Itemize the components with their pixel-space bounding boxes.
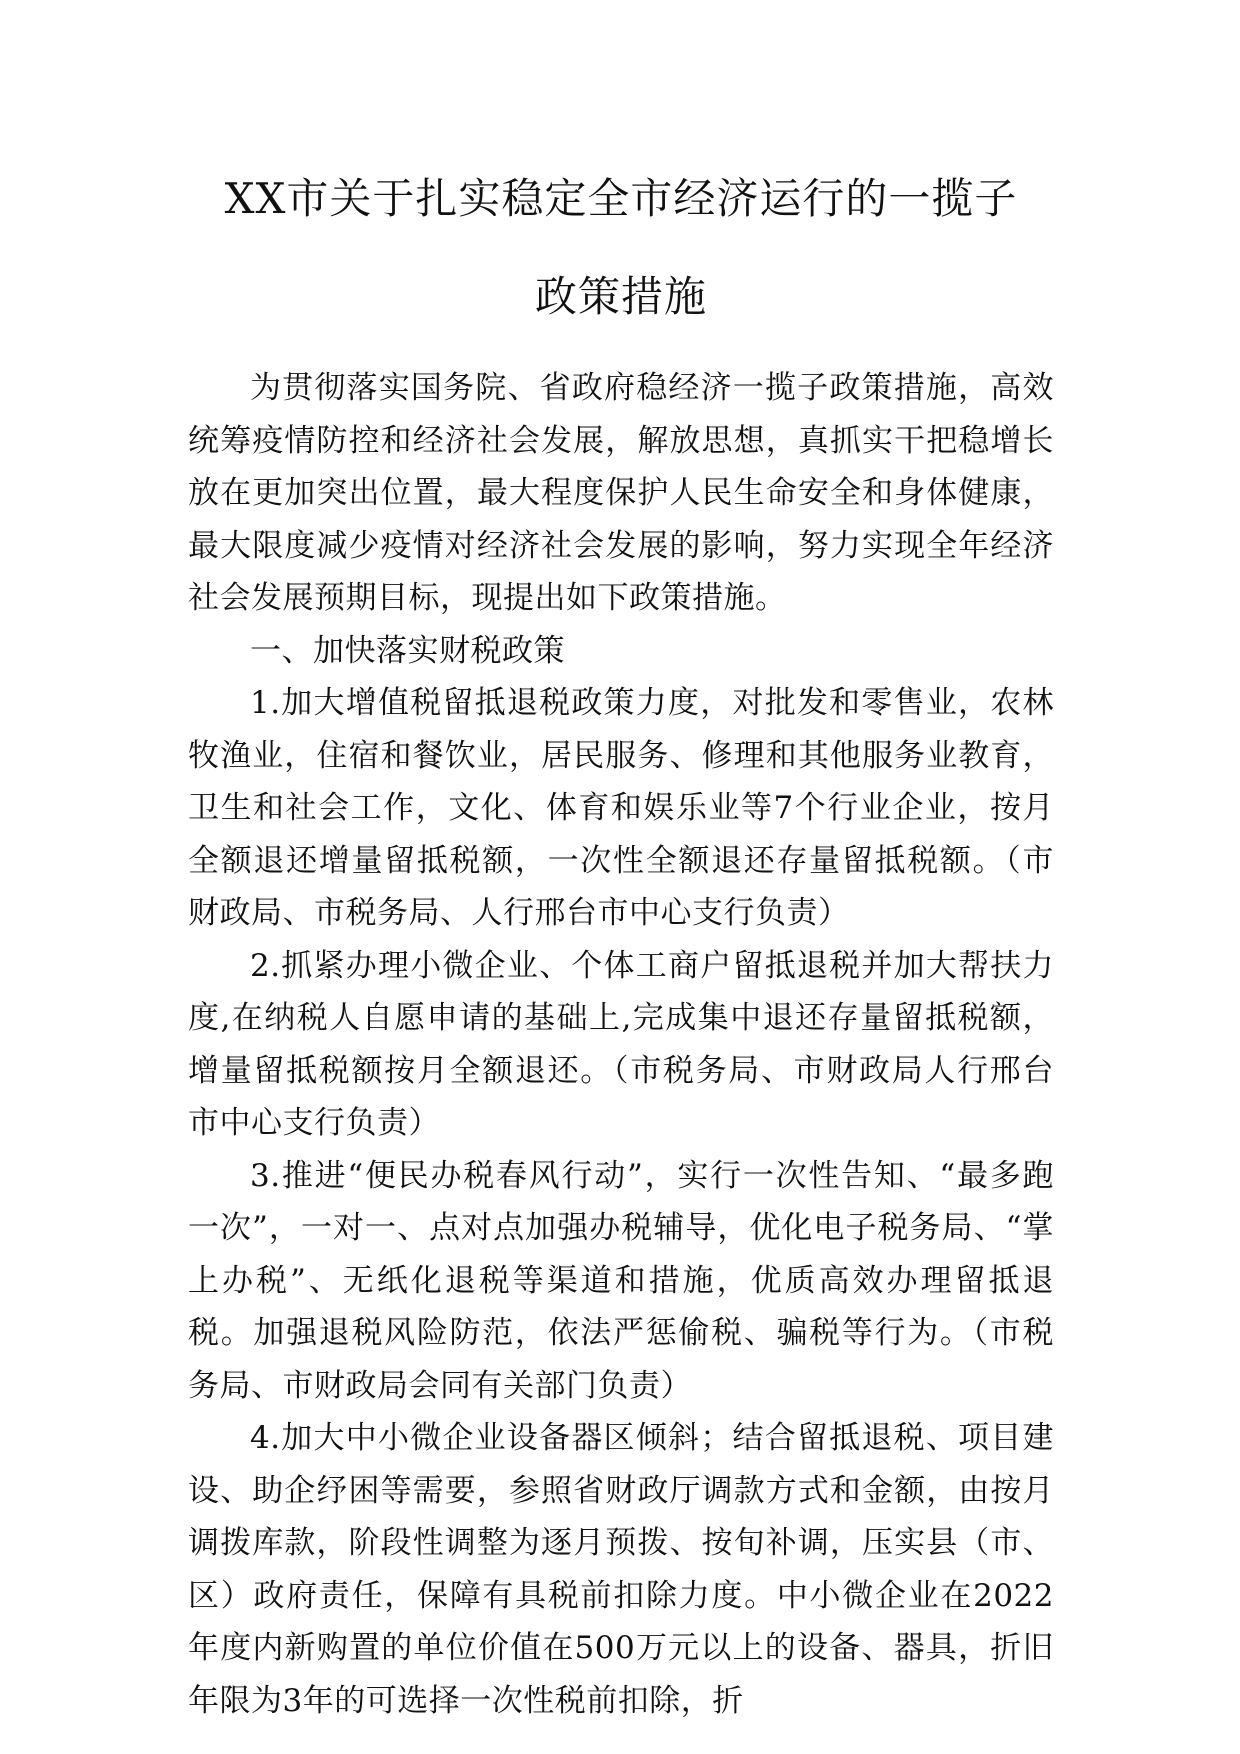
document-page — [188, 150, 1054, 1727]
policy-item-1: 1.加大增值税留抵退税政策力度，对批发和零售业，农林牧渔业，住宿和餐饮业，居民服务、修理和其他服务业教育，卫生和社会工作，文化、体育和娱乐业等7个行业企业，按月全额退还增量留抵税额，一次性全额退还存量留抵税额。（市财政局、市税务局、人行邢台市中心支行负责） — [188, 685, 1054, 931]
intro-paragraph: 为贯彻落实国务院、省政府稳经济一揽子政策措施，高效统筹疫情防控和经济社会发展，解放思想，真抓实干把稳增长放在更加突出位置，最大程度保护人民生命安全和身体健康，最大限度减少疫情对经济社会发展的影响，努力实现全年经济社会发展预期目标，现提出如下政策措施。 — [188, 370, 1054, 616]
title-line-2: 政策措施 — [534, 272, 707, 321]
title-line-1: XX市关于扎实稳定全市经济运行的一揽子 — [224, 174, 1018, 223]
document-body — [188, 362, 1054, 1727]
policy-item-2: 2.抓紧办理小微企业、个体工商户留抵退税并加大帮扶力度,在纳税人自愿申请的基础上,完成集中退还存量留抵税额，增量留抵税额按月全额退还。（市税务局、市财政局人行邢台市中心支行负责） — [188, 947, 1054, 1141]
document-title — [188, 150, 1054, 346]
policy-item-3: 3.推进“便民办税春风行动”，实行一次性告知、“最多跑一次”，一对一、点对点加强办税辅导，优化电子税务局、“掌上办税”、无纸化退税等渠道和措施，优质高效办理留抵退税。加强退税风险防范，依法严惩偷税、骗税等行为。（市税务局、市财政局会同有关部门负责） — [188, 1157, 1054, 1404]
section-heading-1: 一、加快落实财税政策 — [250, 632, 565, 669]
policy-item-4: 4.加大中小微企业设备器区倾斜；结合留抵退税、项目建设、助企纾困等需要，参照省财政厅调款方式和金额，由按月调拨库款，阶段性调整为逐月预拨、按旬补调，压实县（市、区）政府责任，保障有具税前扣除力度。中小微企业在2022年度内新购置的单位价值在500万元以上的设备、器具，折旧年限为3年的可选择一次性税前扣除，折 — [188, 1420, 1054, 1719]
